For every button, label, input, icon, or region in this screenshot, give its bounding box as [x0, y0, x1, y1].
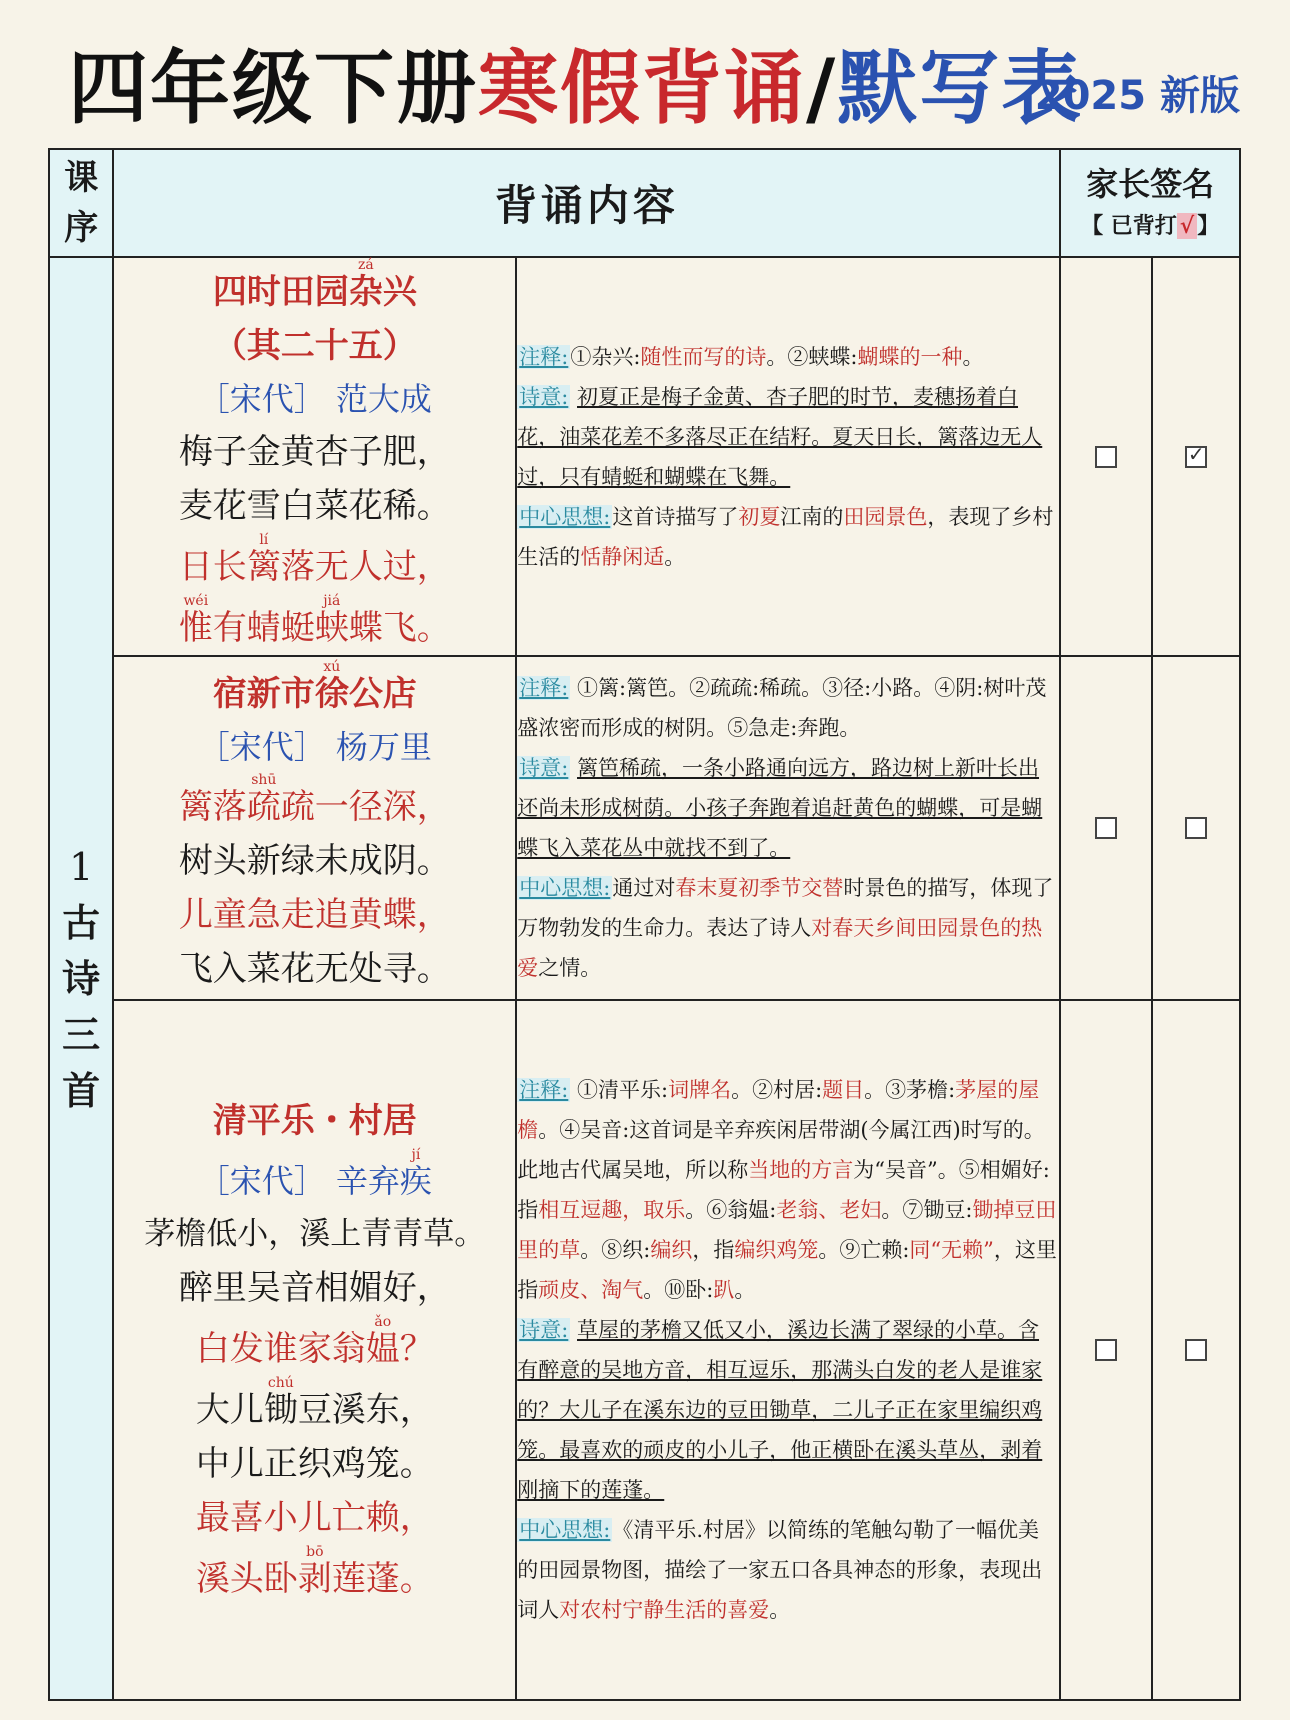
note-text: 。	[734, 1278, 756, 1302]
table-row	[49, 1000, 1240, 1700]
note-highlight: 当地的方言	[748, 1158, 854, 1182]
poem-2	[113, 656, 516, 1000]
note-highlight: 恬静闲适	[580, 544, 665, 569]
sign-cell[interactable]	[1152, 1000, 1240, 1700]
note-highlight: 词牌名	[668, 1078, 732, 1102]
sign-note-prefix: 【 已背打	[1081, 213, 1177, 239]
sign-cell[interactable]	[1060, 1000, 1151, 1700]
poem-line: 日长篱lí落无人过，	[178, 532, 451, 587]
header-seq-char: 序	[64, 208, 99, 248]
note-text: 。⑩卧:	[643, 1278, 714, 1302]
note-text: 《清平乐.村居》以简练的笔触勾勒了一幅优美的田园景物图，描绘了一家五口各具神态的形象，表现出词人	[517, 1518, 1043, 1622]
title-recite: 寒假背诵	[478, 42, 806, 135]
note-highlight: 春末夏初季节交替	[675, 876, 844, 900]
notes-zhushi	[517, 1070, 1059, 1310]
checkbox[interactable]	[1185, 817, 1207, 839]
note-highlight: 随性而写的诗	[640, 344, 767, 369]
zhushi-label: 注释:	[519, 676, 569, 700]
note-highlight: 对春天乡间田园景色的热爱	[517, 916, 1043, 980]
poem-title: 清平乐・村居	[212, 1101, 417, 1141]
header-sign-title: 家长签名	[1086, 165, 1215, 203]
note-text: 通过对	[612, 876, 676, 900]
poem-line: 树头新绿未成阴。	[178, 841, 451, 881]
poem-title: 四时田园杂zá兴	[212, 257, 417, 312]
poem-3-notes	[516, 1000, 1060, 1700]
note-text: ，这里指	[517, 1238, 1057, 1302]
poem-line: 惟wéi有蜻蜓蛱jiá蝶飞。	[178, 593, 451, 648]
note-highlight: 编织鸡笼	[734, 1238, 819, 1262]
note-text: ，指	[692, 1238, 735, 1262]
zhushi-text: ①篱:篱笆。②疏疏:稀疏。③径:小路。④阴:树叶茂盛浓密而形成的树阴。⑤急走:奔跑。	[517, 676, 1047, 740]
notes-zhushi	[517, 668, 1059, 748]
note-highlight: 趴	[713, 1278, 735, 1302]
note-text: 。⑥翁媪:	[685, 1198, 777, 1222]
poem-line: 大儿锄chú豆溪东，	[195, 1375, 434, 1430]
poem-author: ［宋代］ 杨万里	[197, 728, 432, 766]
poem-author: ［宋代］ 范大成	[197, 380, 432, 418]
note-highlight: 蝴蝶的一种	[857, 344, 963, 369]
poem-line: 醉里吴音相媚好，	[178, 1268, 451, 1308]
header-seq-label	[50, 153, 112, 253]
poem-line: 茅檐低小，溪上青青草。	[144, 1216, 486, 1252]
title-dictation: 默写表	[837, 42, 1084, 135]
shiyi-label: 诗意:	[519, 384, 569, 409]
header-sign-note	[1061, 207, 1239, 245]
note-text: 江南的	[780, 504, 844, 529]
note-text: 。②蛱蝶:	[766, 344, 858, 369]
page-header	[60, 22, 1240, 142]
note-text: 。	[769, 1598, 791, 1622]
section-char: 三	[62, 1011, 101, 1057]
shiyi-text: 草屋的茅檐又低又小，溪边长满了翠绿的小草。含有醉意的吴地方音，相互逗乐，那满头白发的老人是谁家的？大儿子在溪东边的豆田锄草，二儿子正在家里编织鸡笼。最喜欢的顽皮的小儿子，他正横卧在溪头草丛，剥着刚摘下的莲蓬。	[517, 1318, 1043, 1502]
poem-line: 溪头卧剥bō莲蓬。	[195, 1544, 434, 1599]
zhushi-label: 注释:	[519, 344, 569, 369]
notes-sixiang	[517, 1510, 1059, 1630]
notes-shiyi	[517, 1310, 1059, 1510]
header-content: 背诵内容	[113, 149, 1060, 257]
table-row	[49, 656, 1240, 1000]
note-highlight: 锄掉豆田里的草	[517, 1198, 1057, 1262]
sign-note-tick: √	[1177, 213, 1197, 239]
notes-shiyi	[517, 377, 1059, 497]
section-char: 诗	[62, 955, 101, 1001]
poem-line: 麦花雪白菜花稀。	[178, 486, 451, 526]
poem-subtitle: （其二十五）	[212, 326, 417, 366]
section-label-text	[50, 839, 112, 1119]
note-text: 。	[962, 344, 984, 369]
checkbox[interactable]	[1185, 446, 1207, 468]
note-text: ③茅檐:	[885, 1078, 956, 1102]
checkbox[interactable]	[1095, 446, 1117, 468]
edition-badge: 2025 新版	[1034, 73, 1240, 119]
note-highlight: 相互逗趣，取乐	[538, 1198, 686, 1222]
note-highlight: 田园景色	[843, 504, 928, 529]
sixiang-label: 中心思想:	[519, 504, 611, 529]
shiyi-text: 初夏正是梅子金黄、杏子肥的时节，麦穗扬着白花，油菜花差不多落尽正在结籽。夏天日长，篱落边无人过，只有蜻蜓和蝴蝶在飞舞。	[517, 384, 1043, 489]
header-seq	[49, 149, 113, 257]
note-highlight: 同“无赖”	[909, 1238, 994, 1262]
note-highlight: 顽皮、淘气	[538, 1278, 644, 1302]
sign-cell[interactable]	[1060, 257, 1151, 656]
title-separator: /	[806, 42, 838, 135]
note-highlight: 对农村宁静生活的喜爱	[559, 1598, 770, 1622]
poem-2-notes	[516, 656, 1060, 1000]
sign-note-suffix: 】	[1197, 213, 1220, 239]
note-text: 。④吴音:这首词是辛弃疾闲居带湖(今属江西)时写的。此地古代属吴地，所以称	[517, 1118, 1045, 1182]
section-number: 1	[69, 844, 94, 889]
page-title	[68, 34, 1083, 144]
note-text: ⑤相媚好:指	[517, 1158, 1050, 1222]
note-text: 。	[881, 1198, 903, 1222]
table-header-row	[49, 149, 1240, 257]
note-text: ，表现了乡村生活的	[517, 504, 1054, 569]
note-text: ①杂兴:	[570, 344, 641, 369]
note-text: 。②村居:	[731, 1078, 823, 1102]
note-highlight: 编织	[650, 1238, 693, 1262]
poem-line: 飞入菜花无处寻。	[178, 949, 451, 989]
poem-line: 白发谁家翁媪ǎo？	[195, 1314, 434, 1369]
poem-line: 篱落疏shū疏一径深，	[178, 772, 451, 827]
poem-1-notes	[516, 257, 1060, 656]
sign-cell[interactable]	[1060, 656, 1151, 1000]
note-text: 。	[664, 544, 686, 569]
zhushi-text	[517, 1078, 1057, 1302]
shiyi-label: 诗意:	[519, 1318, 569, 1342]
section-label	[49, 257, 113, 1700]
note-text: ⑨亡赖:	[839, 1238, 910, 1262]
sign-cell[interactable]	[1152, 257, 1240, 656]
notes-shiyi	[517, 748, 1059, 868]
header-sign	[1060, 149, 1240, 257]
poem-1	[113, 257, 516, 656]
note-text: ①清平乐:	[577, 1078, 669, 1102]
sixiang-label: 中心思想:	[519, 1518, 611, 1542]
note-highlight: 老翁、老妇	[776, 1198, 882, 1222]
notes-sixiang	[517, 868, 1059, 988]
sign-cell[interactable]	[1152, 656, 1240, 1000]
checkbox[interactable]	[1095, 817, 1117, 839]
shiyi-text: 篱笆稀疏，一条小路通向远方，路边树上新叶长出还尚未形成树荫。小孩子奔跑着追赶黄色的蝴蝶，可是蝴蝶飞入菜花丛中就找不到了。	[517, 756, 1043, 860]
shiyi-label: 诗意:	[519, 756, 569, 780]
note-text: ⑦锄豆:	[902, 1198, 973, 1222]
note-text: 。⑧织:	[580, 1238, 651, 1262]
section-char: 古	[62, 899, 101, 945]
notes-zhushi	[517, 337, 1059, 377]
zhushi-label: 注释:	[519, 1078, 569, 1102]
poem-author: ［宋代］ 辛弃疾jí	[197, 1147, 432, 1200]
note-highlight: 茅屋的屋檐	[517, 1078, 1040, 1142]
poem-line: 中儿正织鸡笼。	[195, 1444, 434, 1484]
notes-sixiang	[517, 497, 1059, 577]
checkbox[interactable]	[1095, 1339, 1117, 1361]
poem-3	[113, 1000, 516, 1700]
note-text: 之情。	[538, 956, 602, 980]
section-char: 首	[62, 1067, 101, 1113]
note-text: 这首诗描写了	[612, 504, 739, 529]
note-text: 。	[818, 1238, 840, 1262]
poem-line: 最喜小儿亡赖，	[195, 1498, 434, 1538]
sixiang-label: 中心思想:	[519, 876, 611, 900]
title-grade: 四年级下册	[68, 42, 478, 135]
recitation-table	[48, 148, 1241, 1701]
checkbox[interactable]	[1185, 1339, 1207, 1361]
header-seq-char: 课	[64, 158, 99, 198]
poem-line: 儿童急走追黄蝶，	[178, 895, 451, 935]
note-text: 为“吴音”。	[853, 1158, 959, 1182]
note-highlight: 初夏	[738, 504, 781, 529]
table-row	[49, 257, 1240, 656]
note-text: 。	[864, 1078, 886, 1102]
note-text: 时景色的描写，体现了万物勃发的生命力。表达了诗人	[517, 876, 1054, 940]
note-highlight: 题目	[822, 1078, 865, 1102]
poem-line: 梅子金黄杏子肥，	[178, 432, 451, 472]
poem-title: 宿新市徐xú公店	[212, 659, 417, 714]
